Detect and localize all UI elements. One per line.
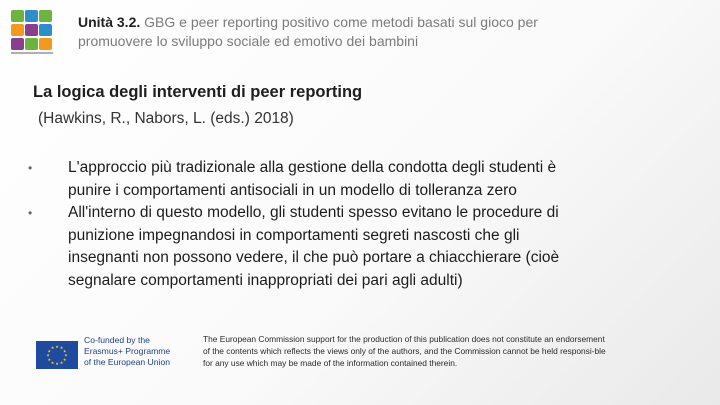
bullet-item	[28, 157, 668, 202]
bullet-line: insegnanti non possono vedere, il che può portare a chiacchierare (cioè	[68, 249, 560, 266]
svg-text:★: ★	[59, 345, 64, 351]
svg-text:★: ★	[47, 348, 52, 354]
bullet-line: punire i comportamenti antisociali in un modello di tolleranza zero	[68, 181, 517, 199]
svg-text:★: ★	[55, 361, 59, 367]
svg-text:★: ★	[64, 352, 68, 358]
disclaimer-line: The European Commission support for the production of this publication does not constitute an endorsement	[203, 334, 605, 344]
bullet-line: punizione impegnandosi in comportamenti segreti nascosti che gli	[68, 226, 520, 244]
eu-flag-icon	[36, 341, 78, 369]
section-subtitle: (Hawkins, R., Nabors, L. (eds.) 2018)	[38, 110, 294, 127]
bullet-line: All'interno di questo modello, gli studenti spesso evitano le procedure di	[68, 204, 559, 221]
bullet-line: L'approccio più tradizionale alla gestione della condotta degli studenti è	[68, 159, 557, 176]
disclaimer-line: of the contents which reflects the views only of the authors, and the Commission cannot be held responsi-ble	[203, 346, 606, 356]
svg-text:★: ★	[62, 356, 67, 362]
svg-text:★: ★	[59, 360, 64, 365]
unit-header	[78, 13, 638, 51]
svg-text:★: ★	[50, 360, 55, 365]
disclaimer-line: for any use which may be made of the information contained therein.	[203, 358, 458, 368]
svg-text:★: ★	[55, 344, 59, 349]
bullet-line: segnalare comportamenti inappropriati dei pari agli adulti)	[68, 271, 463, 289]
bullet-icon: •	[28, 161, 33, 175]
eu-funding-badge	[36, 335, 206, 373]
eu-badge-line: Erasmus+ Programme	[84, 346, 171, 356]
svg-text:★: ★	[46, 352, 50, 358]
eu-badge-line: Co-funded by the	[84, 335, 150, 345]
disclaimer	[203, 333, 693, 369]
unit-label: Unità 3.2.	[78, 14, 141, 30]
section-title: La logica degli interventi di peer reporting	[33, 83, 363, 101]
unit-title-line1: GBG e peer reporting positivo come metodi basati sul gioco per	[144, 14, 538, 30]
eu-badge-line: of the European Union	[84, 357, 171, 367]
svg-text:★: ★	[62, 348, 67, 354]
bullet-icon: •	[28, 206, 33, 220]
bullet-item	[28, 202, 668, 292]
eu-badge-text	[84, 335, 208, 368]
unit-title-line2: promuovere lo sviluppo sociale ed emotivo dei bambini	[78, 33, 419, 49]
svg-text:★: ★	[50, 345, 55, 351]
svg-text:★: ★	[47, 356, 52, 362]
project-logo-icon	[11, 10, 53, 58]
bullet-list	[28, 157, 668, 292]
